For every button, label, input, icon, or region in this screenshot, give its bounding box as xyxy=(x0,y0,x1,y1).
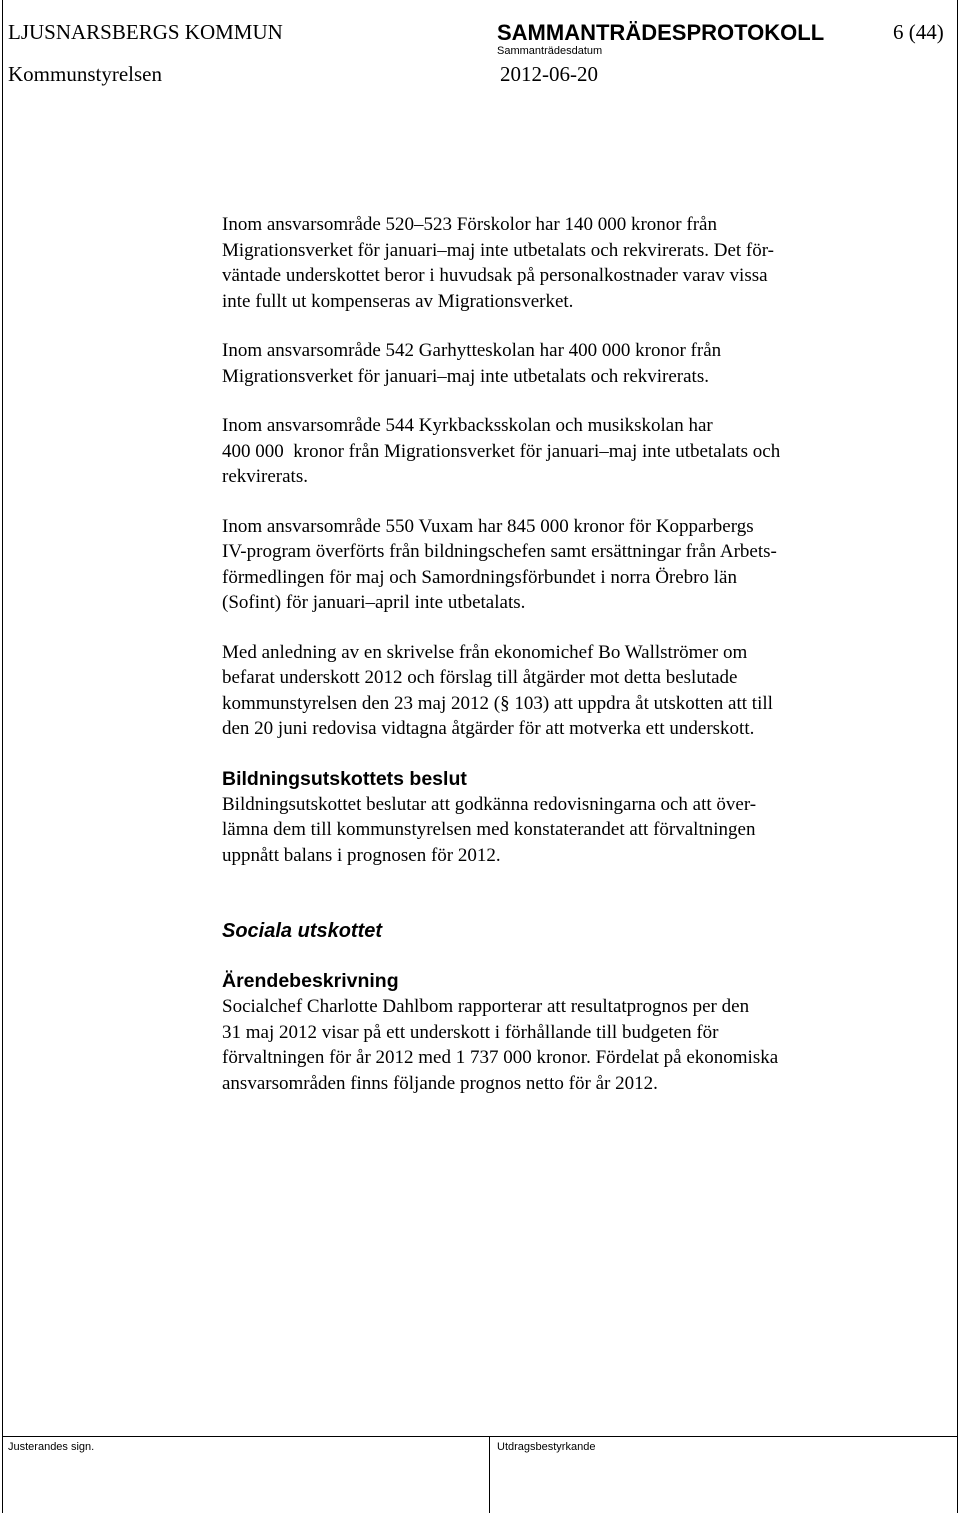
footer-divider xyxy=(2,1436,958,1437)
text-line: IV-program överförts från bildningschefen samt ersättningar från Arbets- xyxy=(222,541,777,562)
text-line: förvaltningen för år 2012 med 1 737 000 kronor. Fördelat på ekonomiska xyxy=(222,1047,779,1068)
text-line: uppnått balans i prognosen för 2012. xyxy=(222,844,501,866)
text-line: (Sofint) för januari–april inte utbetalats. xyxy=(222,592,526,613)
text-line: 400 000 kronor från Migrationsverket för januari–maj inte utbetalats och xyxy=(222,440,781,462)
paragraph-forskolor xyxy=(222,212,902,314)
paragraph-garhytteskolan xyxy=(222,338,902,389)
date-label: Sammanträdesdatum xyxy=(497,45,603,57)
paragraph-kyrkbacksskolan xyxy=(222,413,902,490)
paragraph-beslut xyxy=(222,792,902,869)
document-type: SAMMANTRÄDESPROTOKOLL xyxy=(497,20,825,45)
text-line: lämna dem till kommunstyrelsen med konstaterandet att förvaltningen xyxy=(222,819,756,840)
footer-column-separator xyxy=(489,1436,490,1513)
utdragsbestyrkande-label: Utdragsbestyrkande xyxy=(497,1441,596,1453)
heading-sociala-utskottet: Sociala utskottet xyxy=(222,920,383,942)
text-line: Migrationsverket för januari–maj inte utbetalats och rekvirerats. Det för- xyxy=(222,239,775,261)
organization-name: LJUSNARSBERGS KOMMUN xyxy=(8,20,283,44)
text-line: Med anledning av en skrivelse från ekonomichef Bo Wallströmer om xyxy=(222,641,748,663)
paragraph-socialchef xyxy=(222,994,902,1096)
paragraph-med-anledning xyxy=(222,640,902,742)
text-line: ansvarsområden finns följande prognos netto för år 2012. xyxy=(222,1072,658,1094)
meeting-date: 2012-06-20 xyxy=(500,62,598,86)
page-number: 6 (44) xyxy=(893,20,944,44)
text-line: inte fullt ut kompenseras av Migrationsverket. xyxy=(222,290,574,312)
text-line: väntade underskottet beror i huvudsak på personalkostnader varav vissa xyxy=(222,265,768,286)
text-line: Inom ansvarsområde 520–523 Förskolor har 140 000 kronor från xyxy=(222,214,717,235)
text-line: rekvirerats. xyxy=(222,466,308,487)
text-line: Inom ansvarsområde 542 Garhytteskolan har 400 000 kronor från xyxy=(222,340,722,361)
text-line: Socialchef Charlotte Dahlbom rapporterar att resultatprognos per den xyxy=(222,996,750,1017)
text-line: Inom ansvarsområde 550 Vuxam har 845 000 kronor för Kopparbergs xyxy=(222,515,754,537)
text-line: förmedlingen för maj och Samordningsförbundet i norra Örebro län xyxy=(222,566,737,588)
text-line: den 20 juni redovisa vidtagna åtgärder för att motverka ett underskott. xyxy=(222,718,755,739)
text-line: 31 maj 2012 visar på ett underskott i förhållande till budgeten för xyxy=(222,1021,719,1043)
document-body xyxy=(222,212,902,1120)
heading-arendebeskrivning: Ärendebeskrivning xyxy=(222,970,399,992)
text-line: Migrationsverket för januari–maj inte utbetalats och rekvirerats. xyxy=(222,365,709,387)
paragraph-vuxam xyxy=(222,514,902,616)
text-line: kommunstyrelsen den 23 maj 2012 (§ 103) att uppdra åt utskotten att till xyxy=(222,692,773,714)
heading-bildningsutskottets-beslut: Bildningsutskottets beslut xyxy=(222,767,467,790)
text-line: befarat underskott 2012 och förslag till åtgärder mot detta beslutade xyxy=(222,667,738,688)
department-name: Kommunstyrelsen xyxy=(8,62,162,86)
justerandes-sign-label: Justerandes sign. xyxy=(8,1441,95,1453)
text-line: Inom ansvarsområde 544 Kyrkbacksskolan och musikskolan har xyxy=(222,415,713,436)
text-line: Bildningsutskottet beslutar att godkänna redovisningarna och att över- xyxy=(222,793,757,815)
